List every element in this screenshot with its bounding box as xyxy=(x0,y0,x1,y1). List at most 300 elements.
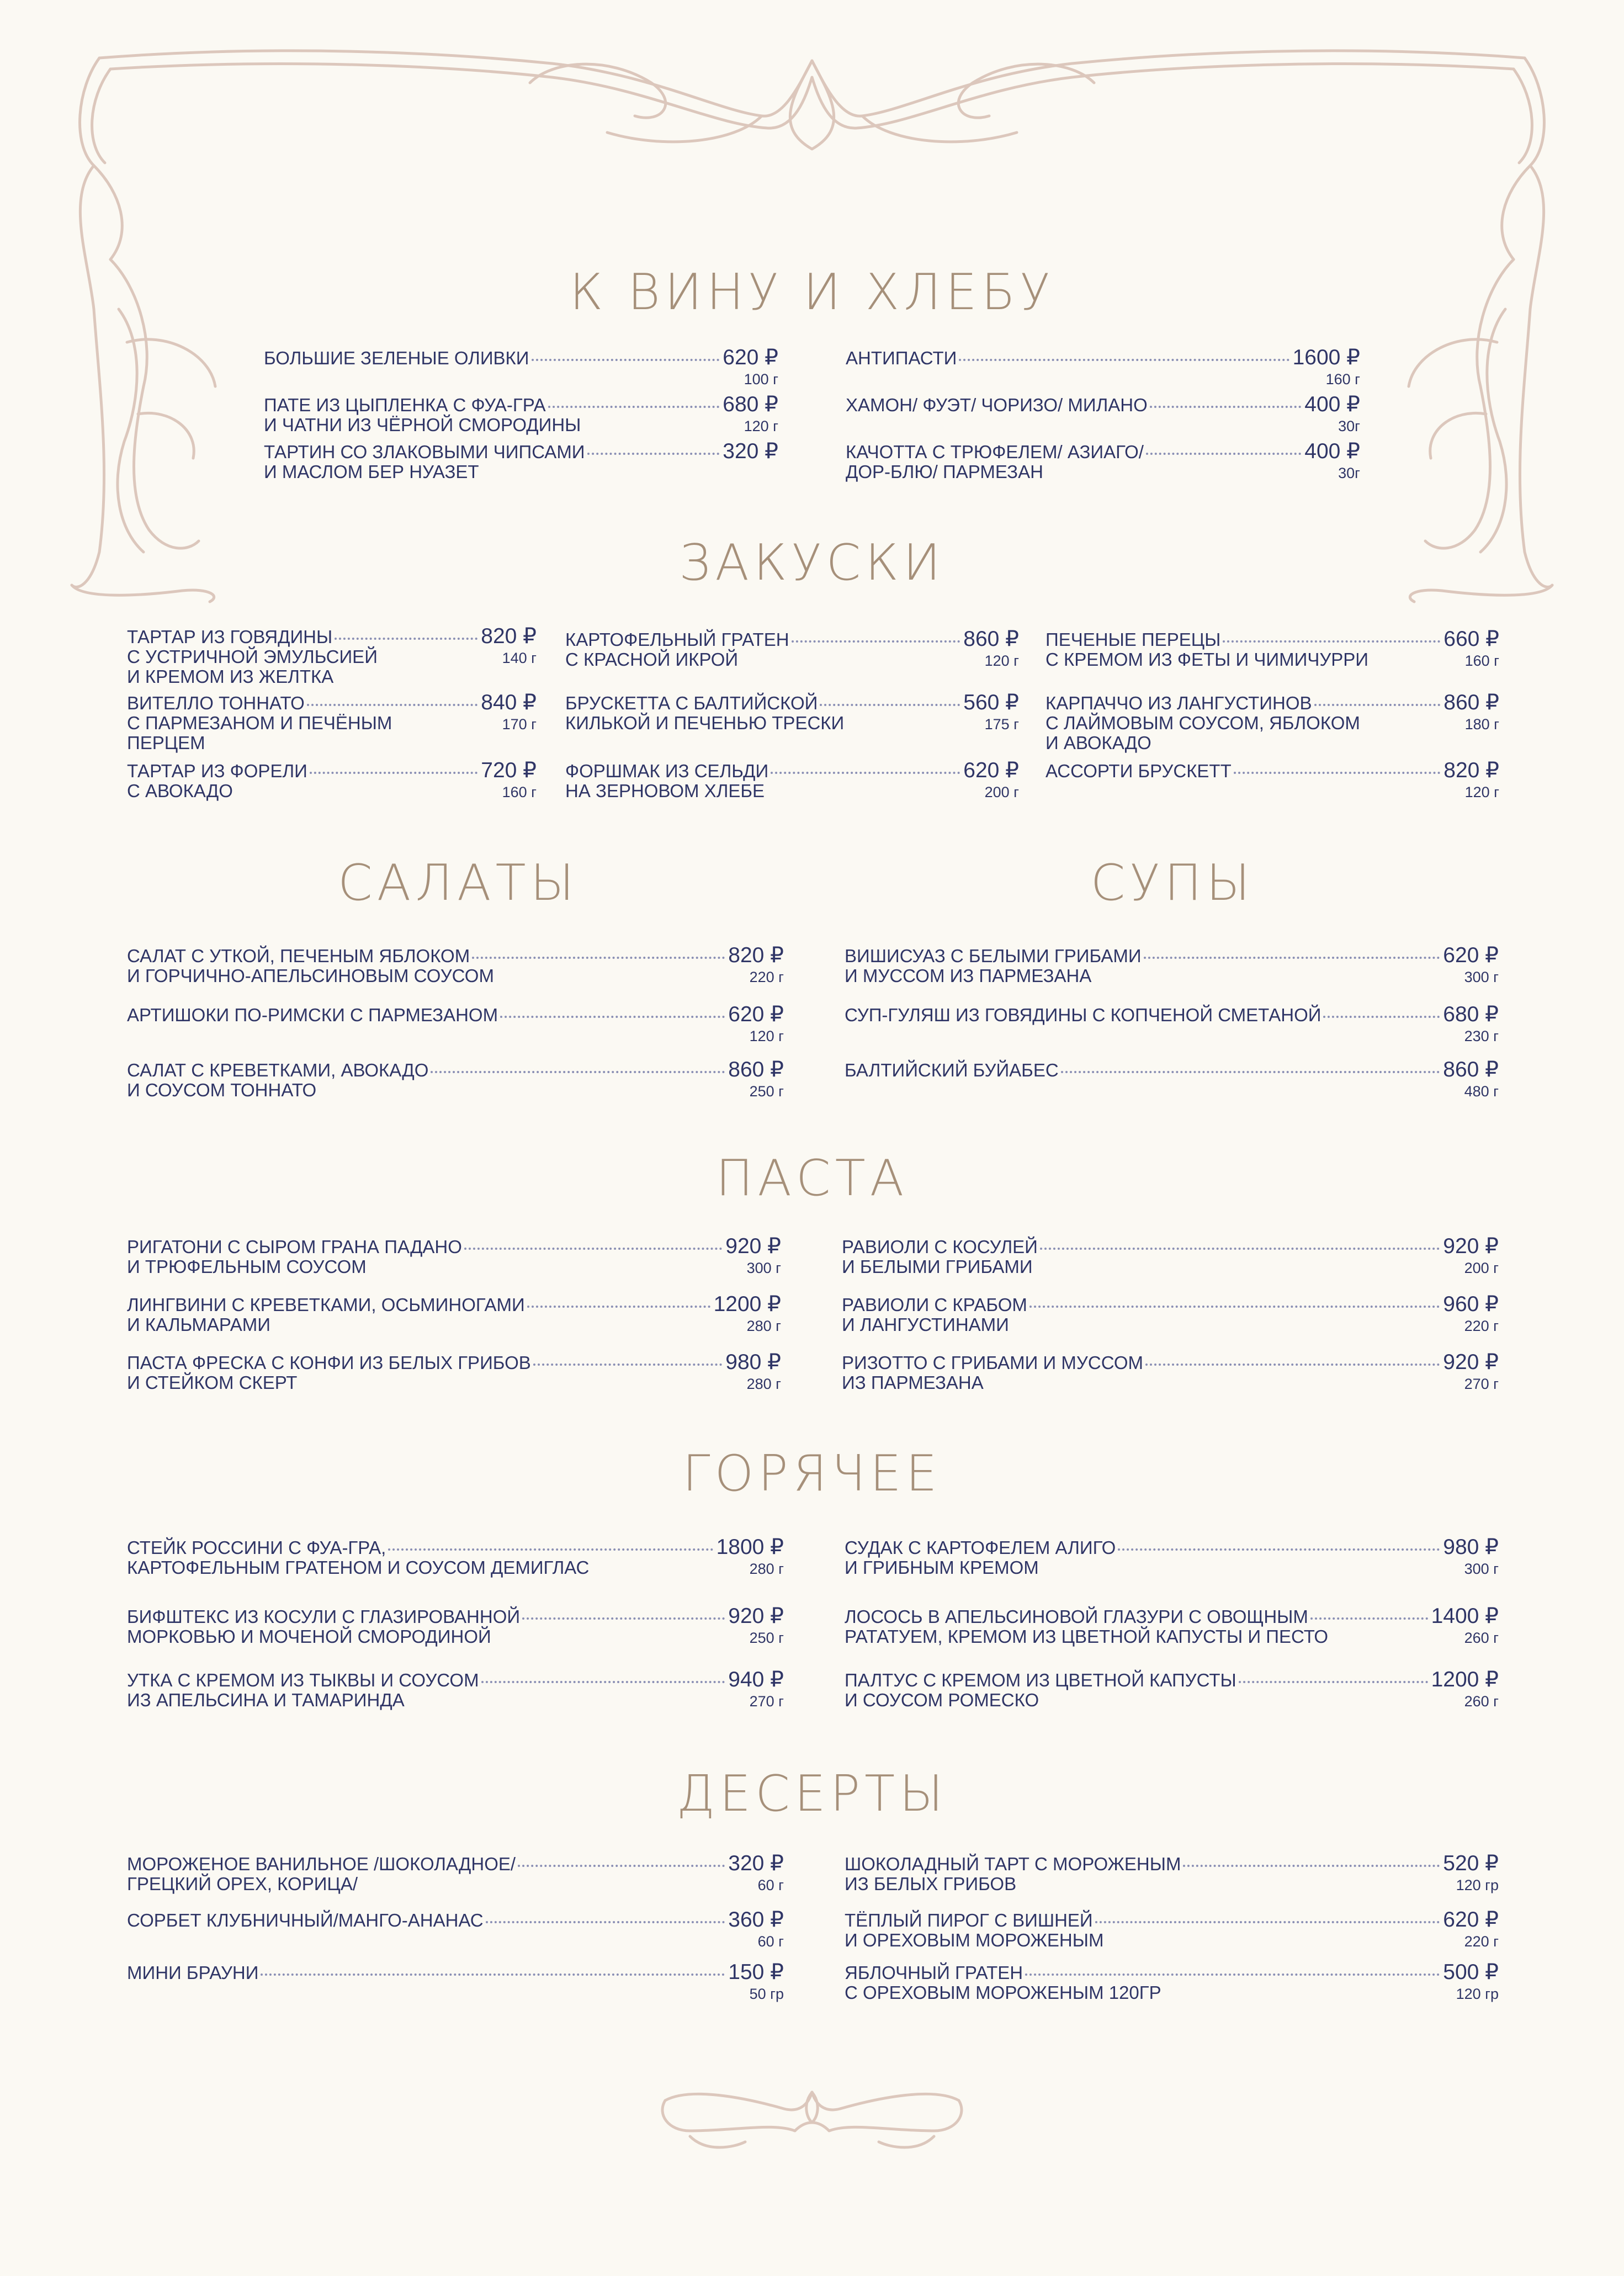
dish-name: ПЕЧЕНЫЕ ПЕРЕЦЫ xyxy=(1045,629,1221,650)
dot-leader xyxy=(1239,1681,1428,1683)
dot-leader xyxy=(1025,1973,1440,1976)
dish-description-line: И КРЕМОМ ИЗ ЖЕЛТКА xyxy=(127,666,334,687)
dish-weight: 100 г xyxy=(744,371,778,388)
section-title-wine: К ВИНУ И ХЛЕБУ xyxy=(569,263,1055,321)
dot-leader xyxy=(1061,1071,1440,1073)
dot-leader xyxy=(431,1071,725,1073)
dish-name: СОРБЕТ КЛУБНИЧНЫЙ/МАНГО-АНАНАС xyxy=(127,1910,484,1930)
dot-leader xyxy=(1146,453,1301,455)
dish-name: РИЗОТТО С ГРИБАМИ И МУССОМ xyxy=(842,1352,1143,1373)
dot-leader xyxy=(1144,957,1440,959)
dish-description-line: С АВОКАДО xyxy=(127,781,233,801)
dot-leader xyxy=(532,359,720,361)
dish-weight: 250 г xyxy=(749,1083,784,1100)
dish-description-line: И ЛАНГУСТИНАМИ xyxy=(842,1314,1009,1335)
dot-leader xyxy=(522,1617,725,1620)
dish-price: 150 ₽ xyxy=(728,1960,784,1984)
dish-name: ВИШИСУАЗ С БЕЛЫМИ ГРИБАМИ xyxy=(845,946,1142,966)
menu-item-details xyxy=(846,462,1360,483)
dish-weight: 120 гр xyxy=(1456,1877,1499,1893)
dish-name: ПАСТА ФРЕСКА С КОНФИ ИЗ БЕЛЫХ ГРИБОВ xyxy=(127,1352,531,1373)
menu-item xyxy=(127,1606,784,1648)
dish-name: ХАМОН/ ФУЭТ/ ЧОРИЗО/ МИЛАНО xyxy=(846,395,1148,415)
dish-name: ТАРТАР ИЗ ФОРЕЛИ xyxy=(127,761,307,781)
dish-description-line: И КАЛЬМАРАМИ xyxy=(127,1314,270,1335)
menu-item xyxy=(127,1851,784,1895)
menu-item-details xyxy=(845,1080,1499,1101)
menu-item-line xyxy=(127,1352,781,1373)
menu-item-details xyxy=(842,1373,1499,1394)
dish-description xyxy=(1045,713,1360,753)
menu-item-line xyxy=(127,1910,784,1930)
dish-name: БАЛТИЙСКИЙ БУЙАБЕС xyxy=(845,1060,1059,1080)
dish-description xyxy=(264,462,479,482)
section-title-pasta: ПАСТА xyxy=(715,1149,909,1207)
dish-name: КАРТОФЕЛЬНЫЙ ГРАТЕН xyxy=(565,629,789,650)
menu-item xyxy=(1045,629,1499,671)
dish-description xyxy=(842,1257,1033,1277)
dot-leader xyxy=(500,1016,725,1018)
dish-name: БИФШТЕКС ИЗ КОСУЛИ С ГЛАЗИРОВАННОЙ xyxy=(127,1606,521,1627)
dish-price: 400 ₽ xyxy=(1304,392,1360,416)
dish-description xyxy=(127,1627,491,1647)
dish-price: 1400 ₽ xyxy=(1431,1604,1499,1628)
menu-item-details xyxy=(127,1315,781,1336)
dot-leader xyxy=(1095,1921,1440,1923)
dish-name: ТЁПЛЫЙ ПИРОГ С ВИШНЕЙ xyxy=(845,1910,1093,1930)
menu-item-details xyxy=(1045,781,1499,802)
dish-description-line: И АВОКАДО xyxy=(1045,733,1151,753)
dish-price: 940 ₽ xyxy=(728,1668,784,1691)
dish-weight: 175 г xyxy=(984,716,1019,733)
dish-description-line: И СОУСОМ РОМЕСКО xyxy=(845,1690,1039,1710)
dot-leader xyxy=(486,1921,725,1923)
dish-weight: 300 г xyxy=(1464,969,1499,985)
menu-item-line xyxy=(127,1670,784,1690)
dish-weight: 50 гр xyxy=(749,1986,784,2002)
section-title-salaty: САЛАТЫ xyxy=(337,854,579,912)
dish-description xyxy=(565,781,765,801)
dish-price: 320 ₽ xyxy=(723,439,778,463)
dish-price: 920 ₽ xyxy=(728,1604,784,1628)
menu-item-line xyxy=(845,1851,1499,1875)
dot-leader xyxy=(464,1248,722,1250)
dish-name: ЛОСОСЬ В АПЕЛЬСИНОВОЙ ГЛАЗУРИ С ОВОЩНЫМ xyxy=(845,1606,1308,1627)
dish-name: ПАЛТУС С КРЕМОМ ИЗ ЦВЕТНОЙ КАПУСТЫ xyxy=(845,1670,1236,1690)
menu-item-line xyxy=(127,943,784,967)
menu-item-details xyxy=(264,462,778,482)
dot-leader xyxy=(792,640,960,643)
menu-item-details xyxy=(842,1257,1499,1278)
dish-weight: 300 г xyxy=(1464,1561,1499,1577)
dish-weight: 250 г xyxy=(749,1630,784,1646)
dish-description-line: ИЗ БЕЛЫХ ГРИБОВ xyxy=(845,1874,1017,1894)
menu-item-line xyxy=(845,1537,1499,1558)
menu-item-details xyxy=(127,1025,784,1046)
dish-name: РАВИОЛИ С КРАБОМ xyxy=(842,1294,1027,1315)
dish-weight: 200 г xyxy=(1464,1260,1499,1276)
menu-item xyxy=(845,1606,1499,1648)
dish-weight: 60 г xyxy=(757,1933,784,1950)
menu-item-line xyxy=(127,1060,784,1080)
menu-item xyxy=(127,1060,784,1101)
menu-item-line xyxy=(565,693,1019,713)
dish-weight: 260 г xyxy=(1464,1693,1499,1710)
menu-item-details xyxy=(127,1257,781,1278)
menu-item xyxy=(127,693,537,753)
menu-item-line xyxy=(127,1002,784,1026)
menu-item-line xyxy=(264,439,778,463)
menu-item-details xyxy=(845,1558,1499,1579)
menu-item-line xyxy=(845,943,1499,967)
dot-leader xyxy=(1118,1548,1440,1551)
dot-leader xyxy=(533,1364,723,1366)
dish-price: 1800 ₽ xyxy=(716,1535,784,1559)
dot-leader xyxy=(820,704,960,706)
dish-name: ЯБЛОЧНЫЙ ГРАТЕН xyxy=(845,1962,1023,1983)
dish-weight: 160 г xyxy=(1325,371,1360,388)
dot-leader xyxy=(527,1306,710,1308)
dish-price: 860 ₽ xyxy=(1443,691,1499,714)
section-title-deserty: ДЕСЕРТЫ xyxy=(676,1765,948,1823)
dish-price: 820 ₽ xyxy=(1443,758,1499,782)
dish-name: ТАРТАР ИЗ ГОВЯДИНЫ xyxy=(127,627,333,647)
dish-description-line: С ПАРМЕЗАНОМ И ПЕЧЁНЫМ xyxy=(127,713,392,733)
dish-weight: 280 г xyxy=(746,1376,781,1392)
dish-description-line: И ОРЕХОВЫМ МОРОЖЕНЫМ xyxy=(845,1930,1104,1950)
dish-price: 620 ₽ xyxy=(1443,943,1499,967)
menu-item-details xyxy=(1045,650,1499,671)
menu-item xyxy=(845,1910,1499,1951)
dish-description-line: И МАСЛОМ БЕР НУАЗЕТ xyxy=(264,461,479,482)
dish-name: АССОРТИ БРУСКЕТТ xyxy=(1045,761,1232,781)
dish-price: 400 ₽ xyxy=(1304,439,1360,463)
menu-item xyxy=(127,1352,781,1394)
dish-weight: 120 г xyxy=(984,652,1019,669)
section-title-zakuski: ЗАКУСКИ xyxy=(679,534,945,592)
dish-price: 980 ₽ xyxy=(725,1350,781,1374)
menu-item-line xyxy=(127,1851,784,1875)
menu-item-line xyxy=(846,392,1360,416)
dish-price: 620 ₽ xyxy=(963,758,1019,782)
menu-item-details xyxy=(127,1930,784,1951)
dish-description-line: И БЕЛЫМИ ГРИБАМИ xyxy=(842,1256,1033,1277)
menu-item-line xyxy=(127,624,537,648)
dish-price: 680 ₽ xyxy=(1443,1002,1499,1026)
dot-leader xyxy=(481,1681,725,1683)
menu-item xyxy=(127,1910,784,1951)
dish-description xyxy=(845,1558,1039,1578)
dot-leader xyxy=(1183,1865,1440,1867)
menu-item-line xyxy=(842,1294,1499,1315)
menu-item xyxy=(264,439,778,482)
menu-item-details xyxy=(127,781,537,802)
dish-price: 920 ₽ xyxy=(1443,1350,1499,1374)
menu-item-details xyxy=(845,1874,1499,1895)
dish-price: 620 ₽ xyxy=(728,1002,784,1026)
menu-item-details xyxy=(127,1558,784,1579)
dish-description xyxy=(127,647,378,687)
dot-leader xyxy=(1145,1364,1440,1366)
menu-item-line xyxy=(264,348,778,368)
dot-leader xyxy=(1323,1016,1440,1018)
dish-description xyxy=(845,966,1091,986)
dish-price: 920 ₽ xyxy=(1443,1234,1499,1258)
menu-item xyxy=(845,1851,1499,1895)
dish-weight: 120 гр xyxy=(1456,1986,1499,2002)
dot-leader xyxy=(1223,640,1440,643)
dish-description-line: ИЗ ПАРМЕЗАНА xyxy=(842,1372,984,1393)
dish-description xyxy=(127,1558,589,1578)
dish-name: СУП-ГУЛЯШ ИЗ ГОВЯДИНЫ С КОПЧЕНОЙ СМЕТАНОЙ xyxy=(845,1005,1322,1025)
dish-name: БРУСКЕТТА С БАЛТИЙСКОЙ xyxy=(565,693,818,713)
menu-item xyxy=(127,1002,784,1046)
dish-description xyxy=(264,415,581,435)
menu-item xyxy=(127,1294,781,1336)
dish-description-line: МОРКОВЬЮ И МОЧЕНОЙ СМОРОДИНОЙ xyxy=(127,1626,491,1647)
menu-item-details xyxy=(565,650,1019,671)
menu-item-line xyxy=(846,348,1360,368)
dish-description-line: РАТАТУЕМ, КРЕМОМ ИЗ ЦВЕТНОЙ КАПУСТЫ И ПЕСТО xyxy=(845,1626,1329,1647)
menu-item-details xyxy=(264,415,778,436)
dish-description-line: И МУССОМ ИЗ ПАРМЕЗАНА xyxy=(845,965,1092,986)
menu-item-details xyxy=(127,1874,784,1895)
menu-item xyxy=(127,1962,784,2004)
dot-leader xyxy=(307,704,477,706)
menu-item xyxy=(127,1234,781,1278)
menu-item xyxy=(846,392,1360,436)
dot-leader xyxy=(335,638,477,640)
menu-item-details xyxy=(127,647,537,687)
dish-description xyxy=(127,1080,316,1100)
dish-description-line: НА ЗЕРНОВОМ ХЛЕБЕ xyxy=(565,781,765,801)
menu-item-line xyxy=(127,758,537,782)
dish-price: 860 ₽ xyxy=(728,1058,784,1081)
menu-item xyxy=(565,629,1019,671)
dot-leader xyxy=(472,957,725,959)
menu-item-line xyxy=(127,1537,784,1558)
dot-leader xyxy=(1029,1306,1440,1308)
dish-name: ЛИНГВИНИ С КРЕВЕТКАМИ, ОСЬМИНОГАМИ xyxy=(127,1294,525,1315)
dish-description-line: С КРАСНОЙ ИКРОЙ xyxy=(565,649,739,670)
dish-description xyxy=(1045,650,1368,670)
dish-price: 820 ₽ xyxy=(481,624,537,648)
dish-description xyxy=(127,1874,358,1894)
dish-name: СТЕЙК РОССИНИ С ФУА-ГРА, xyxy=(127,1537,386,1558)
dish-description xyxy=(127,781,233,801)
dish-description-line: С УСТРИЧНОЙ ЭМУЛЬСИЕЙ xyxy=(127,646,378,667)
dish-description xyxy=(565,650,738,670)
dish-price: 920 ₽ xyxy=(725,1234,781,1258)
dish-name: МИНИ БРАУНИ xyxy=(127,1962,259,1983)
menu-item-details xyxy=(127,713,537,753)
dish-name: КАРПАЧЧО ИЗ ЛАНГУСТИНОВ xyxy=(1045,693,1312,713)
menu-item xyxy=(845,1962,1499,2004)
dish-description xyxy=(842,1315,1009,1335)
dish-description xyxy=(845,1627,1328,1647)
dish-description xyxy=(127,1315,270,1335)
menu-item-details xyxy=(1045,713,1499,753)
menu-item-details xyxy=(845,1930,1499,1951)
dish-weight: 270 г xyxy=(749,1693,784,1710)
dish-name: РИГАТОНИ С СЫРОМ ГРАНА ПАДАНО xyxy=(127,1237,462,1257)
dot-leader xyxy=(261,1973,725,1976)
menu-item-line xyxy=(565,758,1019,782)
dish-description xyxy=(845,1983,1161,2003)
dish-weight: 230 г xyxy=(1464,1028,1499,1044)
dish-name: ПАТЕ ИЗ ЦЫПЛЕНКА С ФУА-ГРА xyxy=(264,395,546,415)
dish-description-line: И ГРИБНЫМ КРЕМОМ xyxy=(845,1557,1039,1578)
dish-name: ШОКОЛАДНЫЙ ТАРТ С МОРОЖЕНЫМ xyxy=(845,1854,1181,1874)
menu-item xyxy=(845,1060,1499,1101)
dish-weight: 160 г xyxy=(502,784,537,800)
dish-weight: 170 г xyxy=(502,716,537,733)
dish-description-line: ГРЕЦКИЙ ОРЕХ, КОРИЦА/ xyxy=(127,1874,358,1894)
dish-name: СУДАК С КАРТОФЕЛЕМ АЛИГО xyxy=(845,1537,1116,1558)
menu-item-details xyxy=(842,1315,1499,1336)
menu-item-details xyxy=(845,1627,1499,1648)
dish-weight: 200 г xyxy=(984,784,1019,800)
menu-item-line xyxy=(565,629,1019,650)
dish-price: 720 ₽ xyxy=(481,758,537,782)
menu-item-details xyxy=(846,368,1360,389)
menu-item xyxy=(845,1537,1499,1579)
dish-description-line: И СТЕЙКОМ СКЕРТ xyxy=(127,1372,298,1393)
dish-weight: 60 г xyxy=(757,1877,784,1893)
dish-name: САЛАТ С КРЕВЕТКАМИ, АВОКАДО xyxy=(127,1060,429,1080)
menu-item-line xyxy=(845,1606,1499,1627)
dot-leader xyxy=(518,1865,725,1867)
menu-item-line xyxy=(845,1670,1499,1690)
dish-name: ТАРТИН СО ЗЛАКОВЫМИ ЧИПСАМИ xyxy=(264,442,585,462)
menu-item-line xyxy=(127,1606,784,1627)
dish-price: 520 ₽ xyxy=(1443,1851,1499,1875)
dish-weight: 140 г xyxy=(502,650,537,666)
dish-description-line: ПЕРЦЕМ xyxy=(127,733,205,753)
dish-description-line: И СОУСОМ ТОННАТО xyxy=(127,1080,317,1100)
menu-item-details xyxy=(845,1690,1499,1711)
menu-item-details xyxy=(264,368,778,389)
menu-item-details xyxy=(846,415,1360,436)
dish-price: 360 ₽ xyxy=(728,1908,784,1932)
menu-item xyxy=(565,693,1019,734)
menu-item-details xyxy=(845,1025,1499,1046)
dot-leader xyxy=(548,406,720,408)
menu-item xyxy=(846,348,1360,389)
dish-description-line: ДОР-БЛЮ/ ПАРМЕЗАН xyxy=(846,461,1043,482)
dot-leader xyxy=(959,359,1289,361)
menu-item-details xyxy=(127,966,784,987)
menu-item-line xyxy=(845,1962,1499,1983)
dish-description xyxy=(565,713,844,733)
dish-description xyxy=(127,966,494,986)
dish-name: КАЧОТТА С ТРЮФЕЛЕМ/ АЗИАГО/ xyxy=(846,442,1144,462)
dish-weight: 120 г xyxy=(1464,784,1499,800)
dish-name: САЛАТ С УТКОЙ, ПЕЧЕНЫМ ЯБЛОКОМ xyxy=(127,946,470,966)
menu-item xyxy=(845,943,1499,987)
menu-item-line xyxy=(127,693,537,713)
menu-item-details xyxy=(565,781,1019,802)
dot-leader xyxy=(587,453,720,455)
dot-leader xyxy=(1314,704,1441,706)
dish-price: 1600 ₽ xyxy=(1292,346,1360,369)
dish-description xyxy=(127,1690,405,1710)
dish-price: 560 ₽ xyxy=(963,691,1019,714)
menu-item-details xyxy=(127,1983,784,2004)
dish-name: РАВИОЛИ С КОСУЛЕЙ xyxy=(842,1237,1038,1257)
dish-price: 620 ₽ xyxy=(1443,1908,1499,1932)
dish-price: 860 ₽ xyxy=(963,627,1019,651)
dish-description xyxy=(845,1930,1103,1950)
menu-item-line xyxy=(846,439,1360,463)
dot-leader xyxy=(1310,1617,1428,1620)
dish-description xyxy=(845,1874,1016,1894)
dish-description xyxy=(842,1373,984,1393)
dish-price: 840 ₽ xyxy=(481,691,537,714)
menu-item xyxy=(565,758,1019,802)
menu-item-line xyxy=(845,1910,1499,1930)
dot-leader xyxy=(771,772,960,774)
menu-item-line xyxy=(127,1962,784,1983)
dish-price: 1200 ₽ xyxy=(713,1292,781,1316)
menu-item xyxy=(842,1234,1499,1278)
dish-description-line: КАРТОФЕЛЬНЫМ ГРАТЕНОМ И СОУСОМ ДЕМИГЛАС xyxy=(127,1557,590,1578)
menu-item xyxy=(1045,758,1499,802)
dish-weight: 30г xyxy=(1338,465,1360,481)
menu-item xyxy=(845,1670,1499,1711)
dish-price: 620 ₽ xyxy=(723,346,778,369)
dish-weight: 270 г xyxy=(1464,1376,1499,1392)
menu-item xyxy=(846,439,1360,483)
menu-item-details xyxy=(845,1983,1499,2004)
dish-description-line: С ОРЕХОВЫМ МОРОЖЕНЫМ 120ГР xyxy=(845,1982,1161,2003)
dish-price: 960 ₽ xyxy=(1443,1292,1499,1316)
dish-description xyxy=(127,1373,297,1393)
dish-price: 500 ₽ xyxy=(1443,1960,1499,1984)
dish-weight: 280 г xyxy=(746,1318,781,1334)
menu-item xyxy=(127,1670,784,1711)
dish-description-line: С ЛАЙМОВЫМ СОУСОМ, ЯБЛОКОМ xyxy=(1045,713,1360,733)
dish-weight: 160 г xyxy=(1464,652,1499,669)
menu-item xyxy=(842,1294,1499,1336)
dish-description xyxy=(127,713,392,753)
dot-leader xyxy=(1234,772,1441,774)
dish-price: 980 ₽ xyxy=(1443,1535,1499,1559)
menu-item xyxy=(1045,693,1499,753)
menu-item xyxy=(264,348,778,389)
dot-leader xyxy=(388,1548,713,1551)
dish-name: АНТИПАСТИ xyxy=(846,348,957,368)
dish-name: АРТИШОКИ ПО-РИМСКИ С ПАРМЕЗАНОМ xyxy=(127,1005,498,1025)
menu-item-line xyxy=(1045,629,1499,650)
dish-description-line: КИЛЬКОЙ И ПЕЧЕНЬЮ ТРЕСКИ xyxy=(565,713,845,733)
menu-item xyxy=(127,758,537,802)
dish-weight: 180 г xyxy=(1464,716,1499,733)
dish-name: БОЛЬШИЕ ЗЕЛЕНЫЕ ОЛИВКИ xyxy=(264,348,529,368)
menu-item-line xyxy=(845,1060,1499,1080)
menu-item-details xyxy=(127,1627,784,1648)
dish-weight: 220 г xyxy=(1464,1318,1499,1334)
menu-item-line xyxy=(1045,758,1499,782)
dish-description xyxy=(127,1257,367,1277)
dish-price: 680 ₽ xyxy=(723,392,778,416)
dish-name: ВИТЕЛЛО ТОННАТО xyxy=(127,693,305,713)
dish-price: 660 ₽ xyxy=(1443,627,1499,651)
dish-name: УТКА С КРЕМОМ ИЗ ТЫКВЫ И СОУСОМ xyxy=(127,1670,479,1690)
dish-description-line: С КРЕМОМ ИЗ ФЕТЫ И ЧИМИЧУРРИ xyxy=(1045,649,1369,670)
menu-item-line xyxy=(842,1352,1499,1373)
dish-weight: 120 г xyxy=(744,418,778,434)
